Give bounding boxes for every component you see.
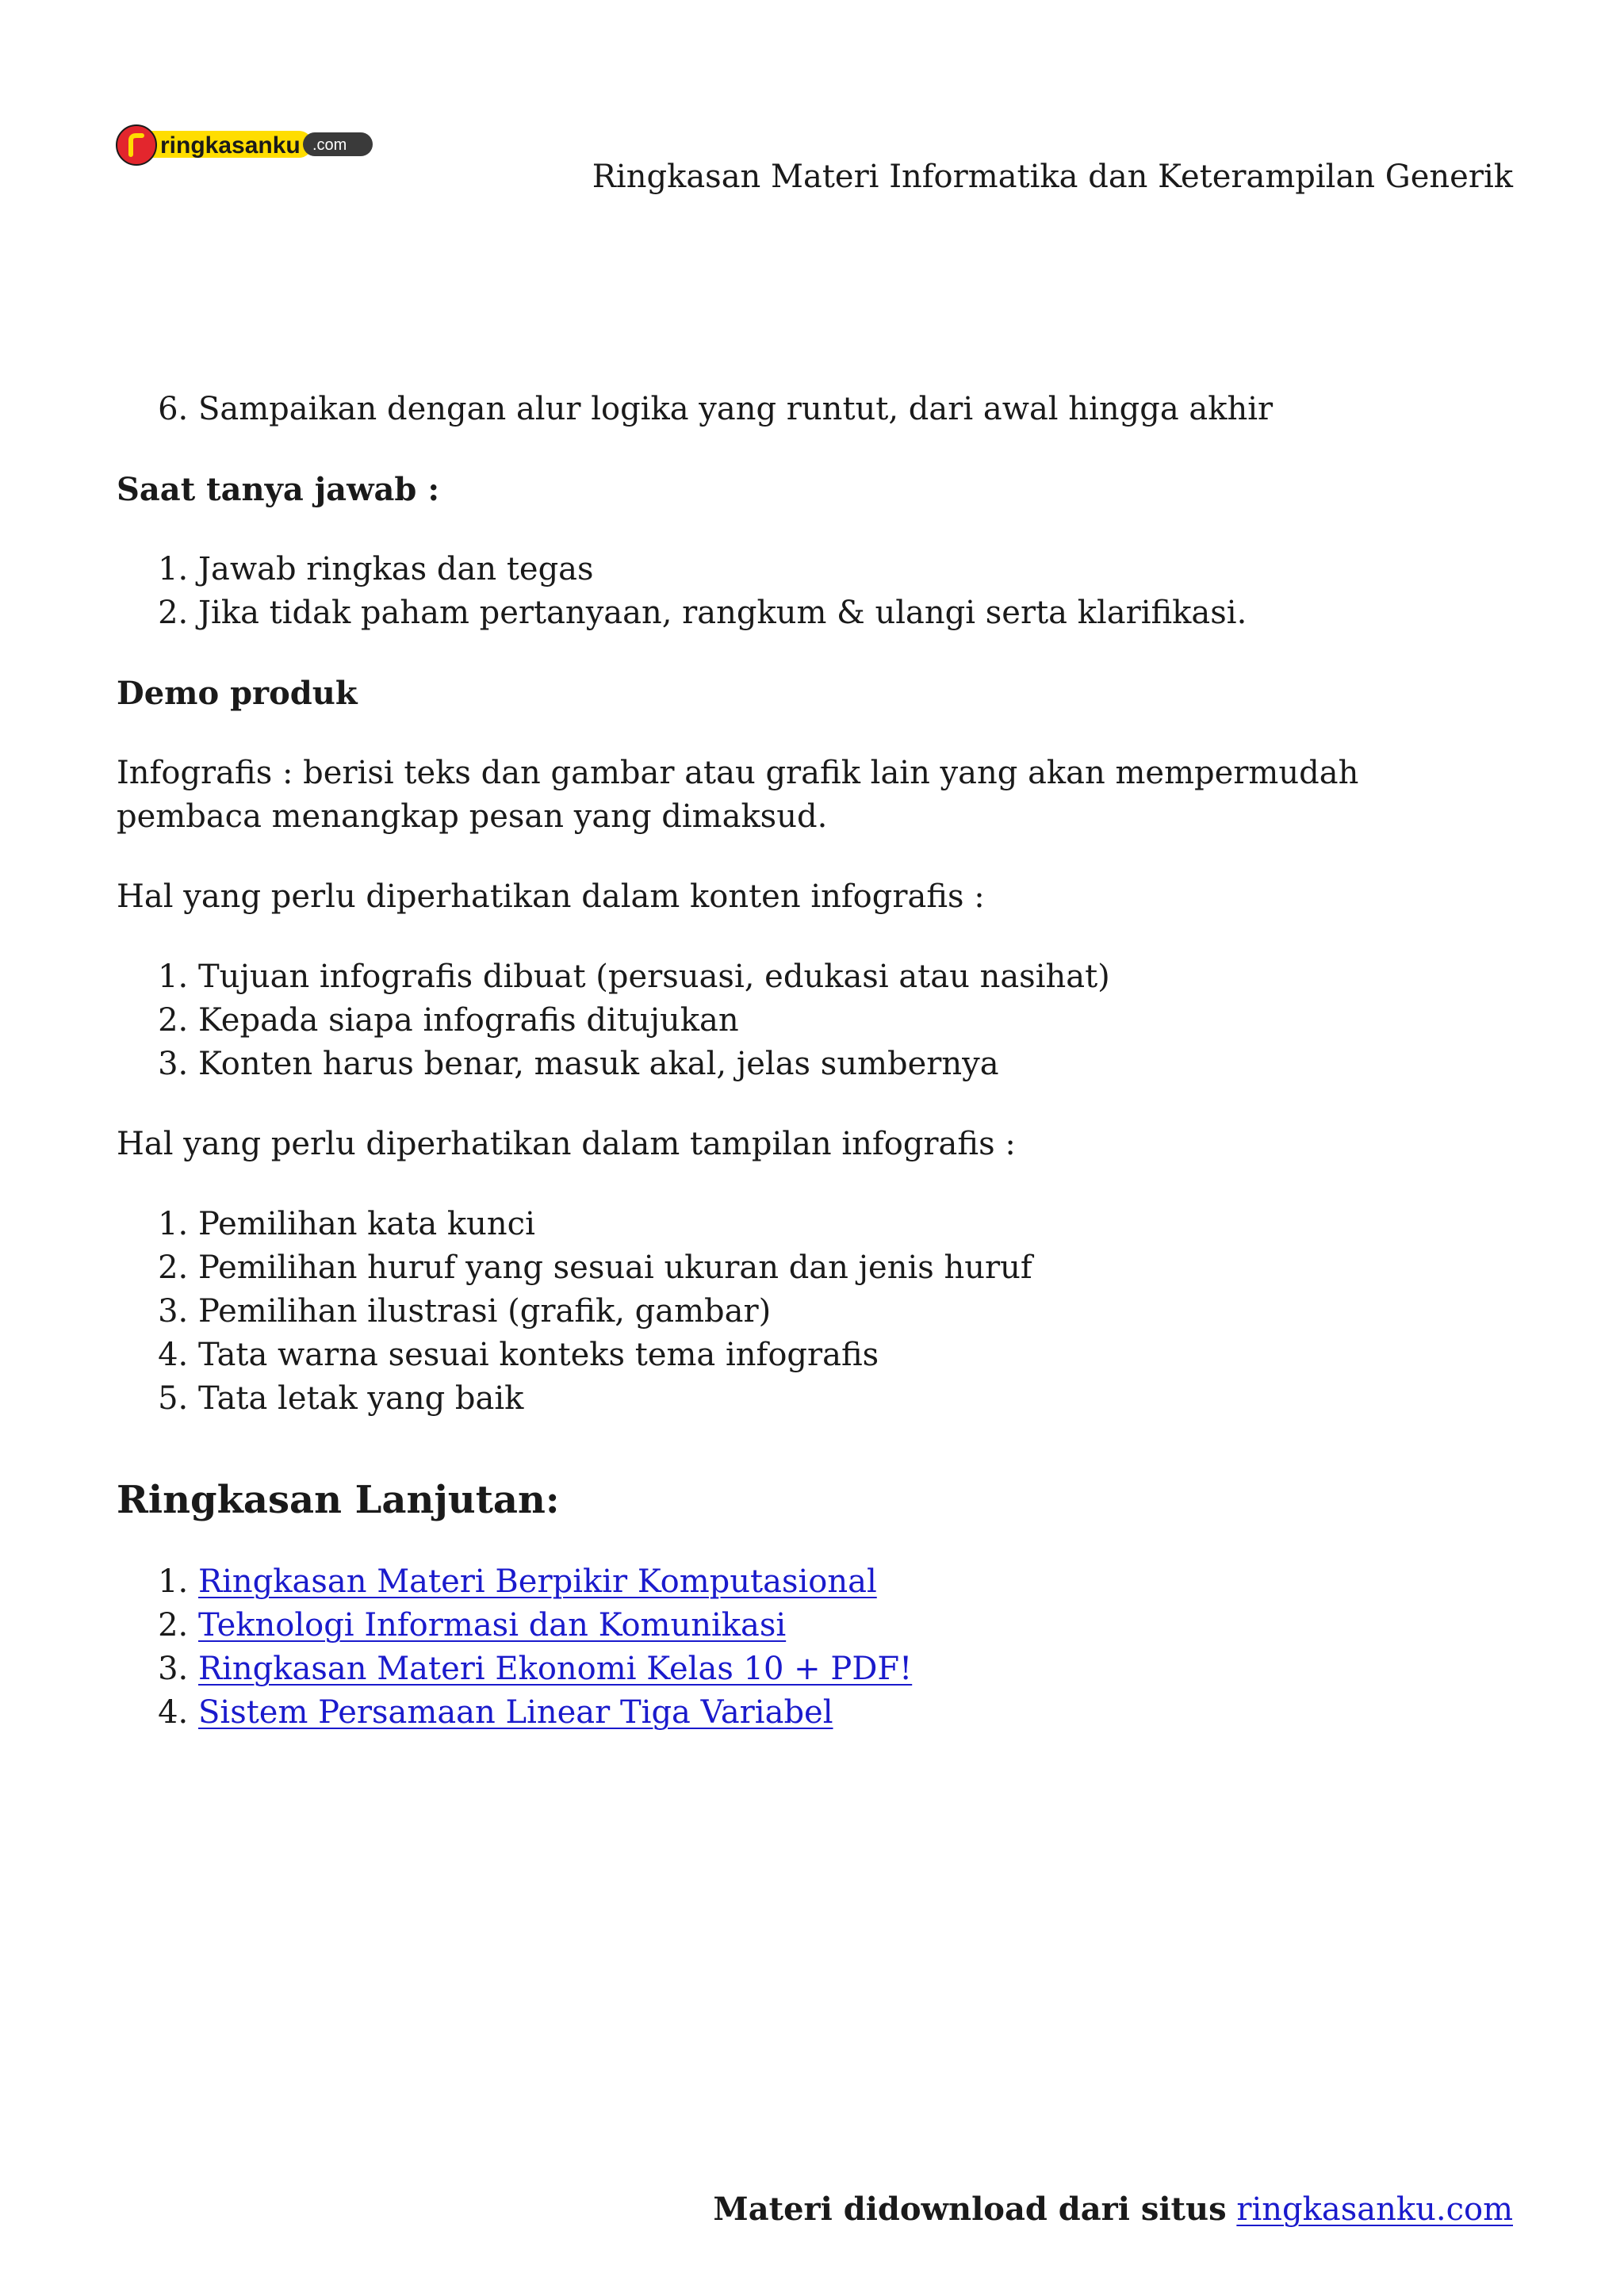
related-link-item: [198, 1560, 1512, 1604]
logo-graphic: [116, 123, 374, 167]
related-link[interactable]: Teknologi Informasi dan Komunikasi: [198, 1607, 787, 1644]
related-link-item: [198, 1691, 1512, 1735]
related-link-item: [198, 1604, 1512, 1647]
page-header: [0, 0, 1624, 238]
document-title: Ringkasan Materi Informatika dan Keterampilan Generik: [592, 159, 1513, 195]
site-logo[interactable]: [116, 123, 374, 167]
list-item: 6. Sampaikan dengan alur logika yang runtut, dari awal hingga akhir: [198, 388, 1512, 431]
tampilan-intro: Hal yang perlu diperhatikan dalam tampilan infografis :: [117, 1126, 1016, 1162]
list-item: 3. Konten harus benar, masuk akal, jelas sumbernya: [198, 1043, 1512, 1086]
presentation-tips-list: [117, 388, 1512, 431]
related-link[interactable]: Sistem Persamaan Linear Tiga Variabel: [198, 1694, 833, 1731]
footer-site-link[interactable]: ringkasanku.com: [1236, 2191, 1513, 2228]
list-item: 5. Tata letak yang baik: [198, 1377, 1512, 1421]
logo-text: ringkasanku: [160, 132, 301, 159]
footer-label: Materi didownload dari situs: [713, 2191, 1227, 2228]
list-item: 1. Jawab ringkas dan tegas: [198, 548, 1512, 591]
qa-tips-list: [117, 548, 1512, 635]
tampilan-list: [117, 1203, 1512, 1421]
list-item: 2. Kepada siapa infografis ditujukan: [198, 999, 1512, 1043]
related-links-list: [117, 1560, 1512, 1735]
list-item: 1. Tujuan infografis dibuat (persuasi, edukasi atau nasihat): [198, 955, 1512, 999]
qa-heading: Saat tanya jawab :: [117, 471, 440, 508]
related-link[interactable]: Ringkasan Materi Berpikir Komputasional: [198, 1563, 877, 1600]
list-item: 3. Pemilihan ilustrasi (grafik, gambar): [198, 1290, 1512, 1334]
related-link-item: [198, 1647, 1512, 1691]
related-section-title: Ringkasan Lanjutan:: [117, 1478, 560, 1522]
konten-list: [117, 955, 1512, 1086]
list-item: 4. Tata warna sesuai konteks tema infografis: [198, 1334, 1512, 1377]
related-link[interactable]: Ringkasan Materi Ekonomi Kelas 10 + PDF!: [198, 1651, 913, 1687]
infografis-definition: Infografis : berisi teks dan gambar atau grafik lain yang akan mempermudah pembaca menangkap pesan yang dimaksud.: [117, 755, 1359, 835]
page-footer: [713, 2190, 1513, 2229]
logo-suffix: .com: [312, 136, 347, 154]
list-item: 2. Jika tidak paham pertanyaan, rangkum & ulangi serta klarifikasi.: [198, 591, 1512, 635]
list-item: 1. Pemilihan kata kunci: [198, 1203, 1512, 1246]
konten-intro: Hal yang perlu diperhatikan dalam konten infografis :: [117, 878, 985, 915]
list-item: 2. Pemilihan huruf yang sesuai ukuran dan jenis huruf: [198, 1246, 1512, 1290]
demo-heading: Demo produk: [117, 675, 358, 712]
document-body: [117, 388, 1512, 1771]
